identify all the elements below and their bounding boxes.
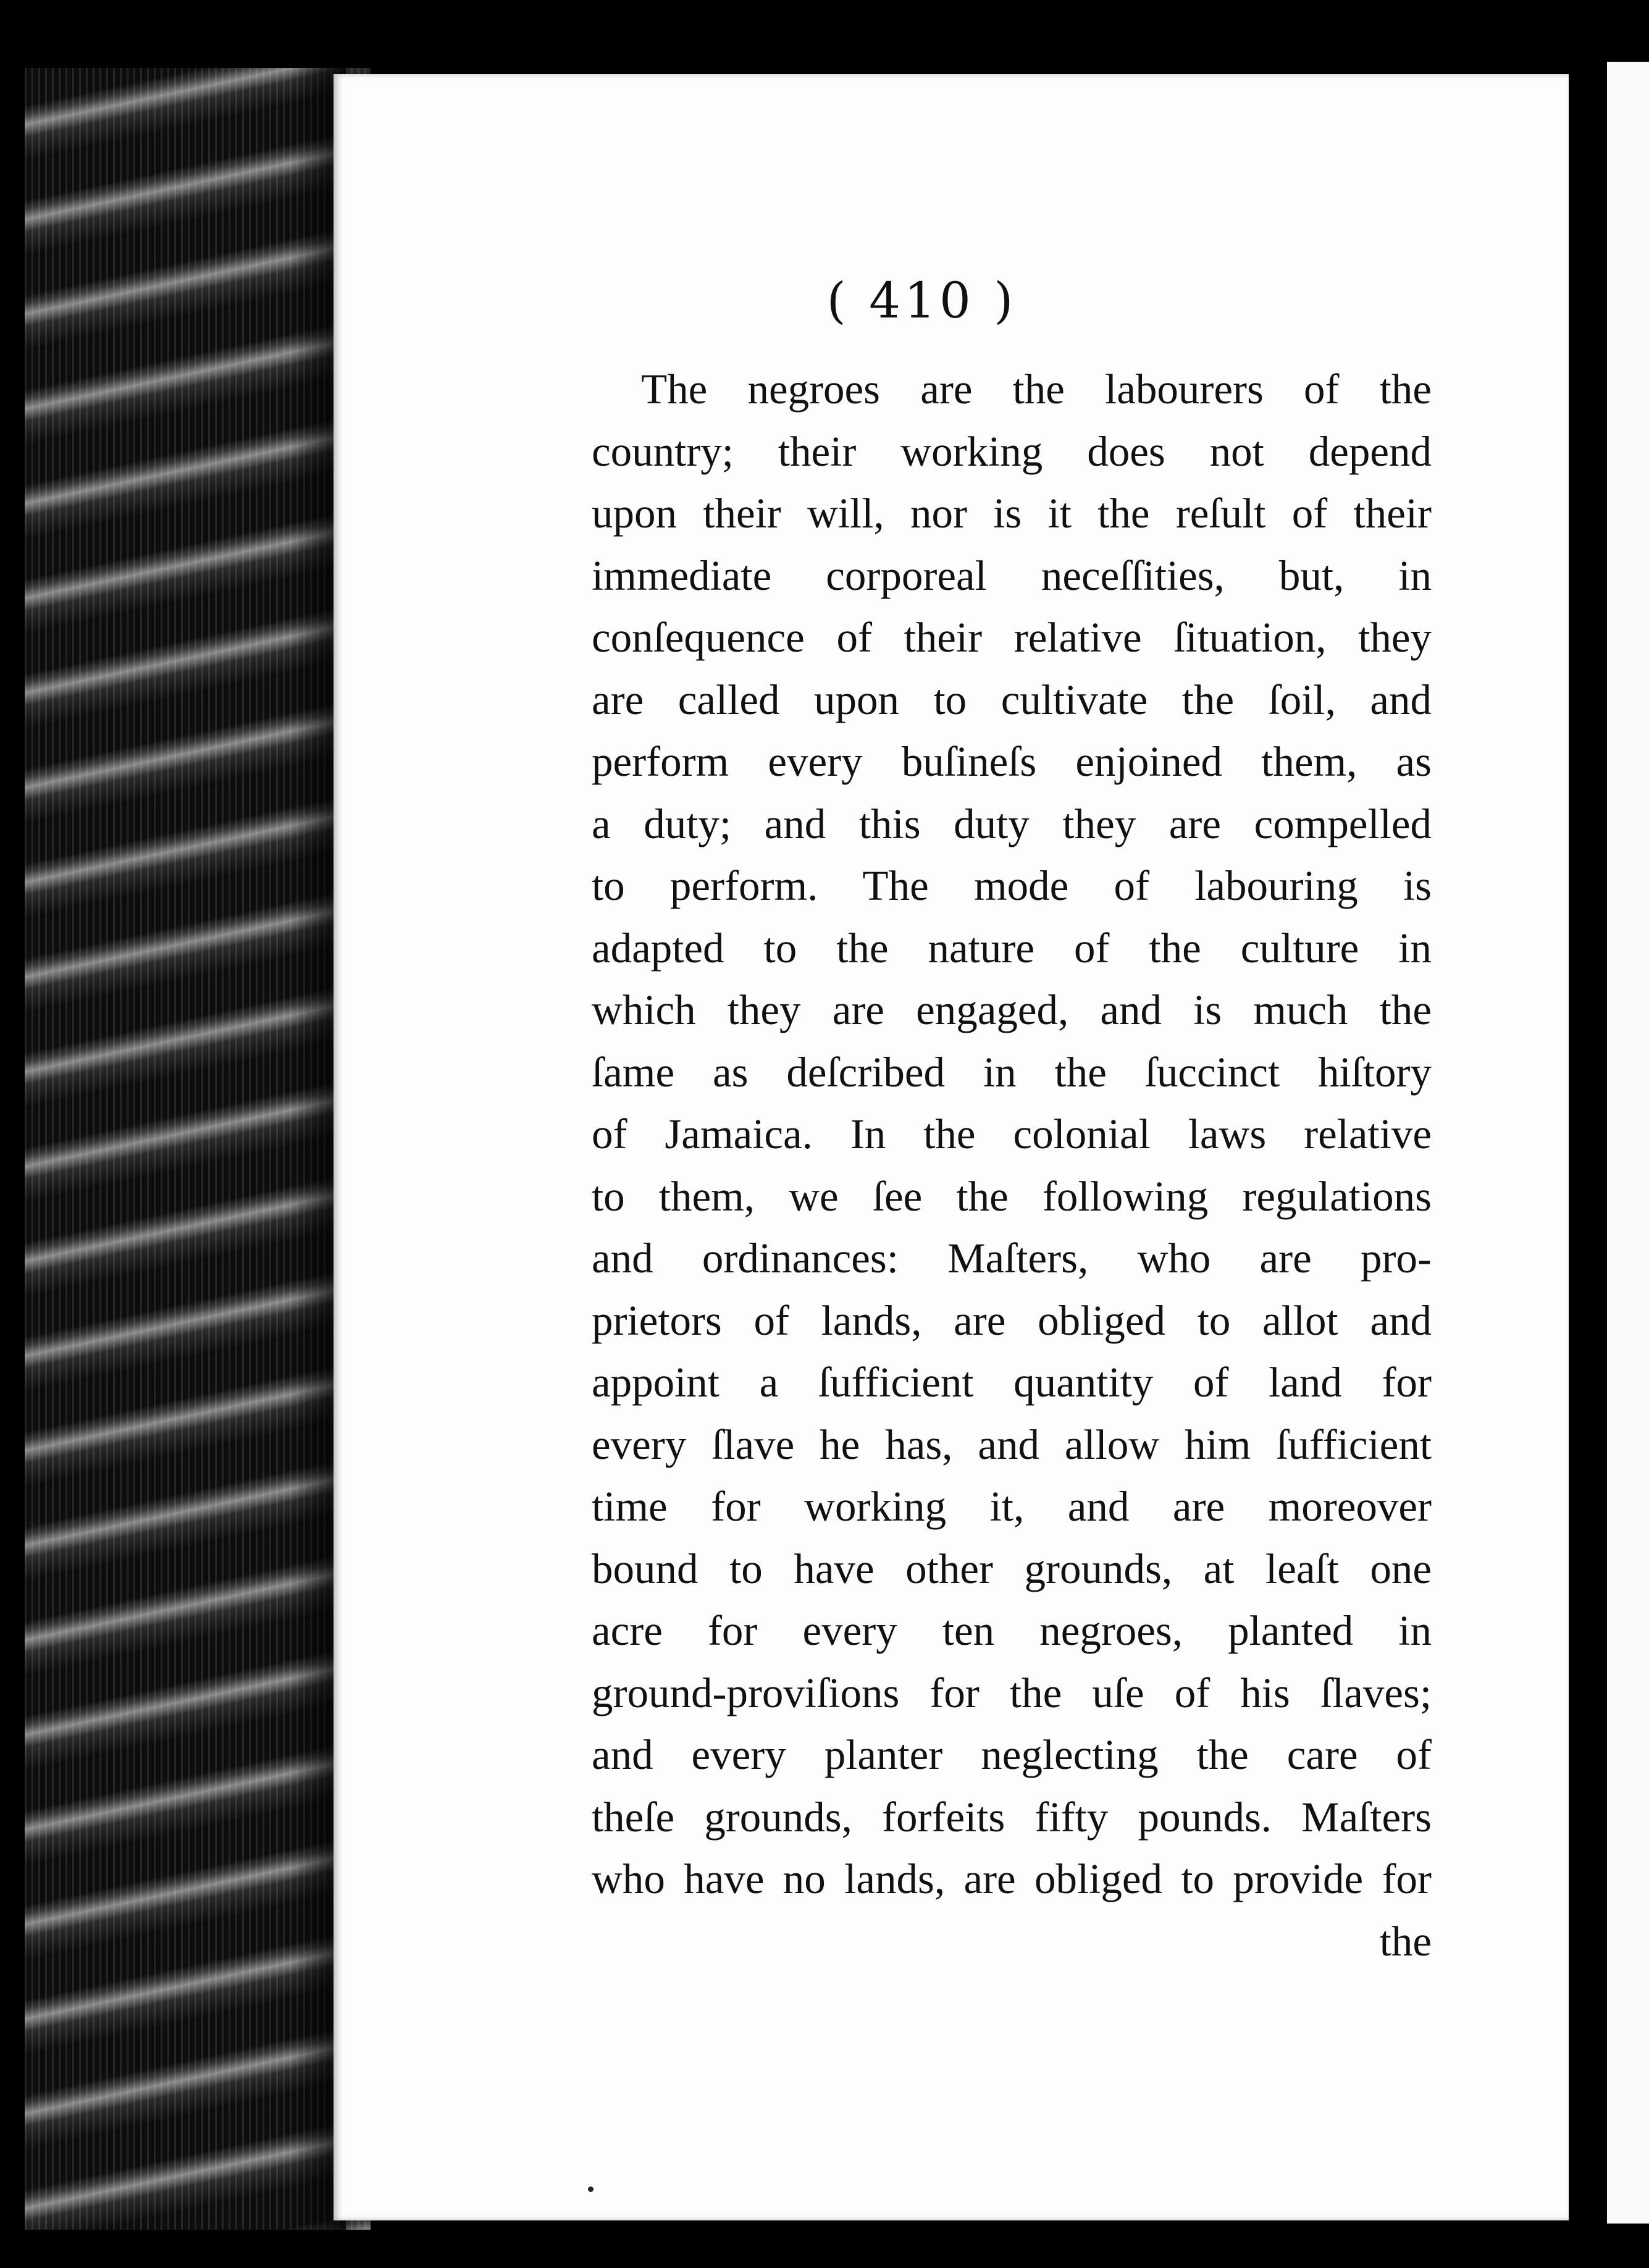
text-line: prietors of lands, are obliged to allot and bbox=[592, 1296, 1432, 1344]
text-line: conſequence of their relative ſituation, they bbox=[592, 614, 1432, 661]
catchword: the bbox=[1379, 1917, 1432, 1965]
text-line: immediate corporeal neceſſities, but, in bbox=[592, 552, 1432, 599]
text-line: to perform. The mode of labouring is bbox=[592, 862, 1432, 909]
text-line: of Jamaica. In the colonial laws relative bbox=[592, 1111, 1432, 1157]
text-line: to them, we ſee the following regulations bbox=[592, 1172, 1432, 1220]
text-line: a duty; and this duty they are compelled bbox=[592, 800, 1432, 847]
text-line: appoint a ſufficient quantity of land for bbox=[592, 1359, 1432, 1406]
body-text bbox=[592, 358, 1432, 1972]
text-line: are called upon to cultivate the ſoil, and bbox=[592, 676, 1432, 723]
text-line: country; their working does not depend bbox=[592, 427, 1432, 475]
ink-speck bbox=[588, 2186, 594, 2192]
text-line: which they are engaged, and is much the bbox=[592, 986, 1432, 1033]
book-page bbox=[334, 74, 1569, 2220]
page-number: ( 410 ) bbox=[826, 272, 1017, 329]
text-line: ſame as deſcribed in the ſuccinct hiſtory bbox=[592, 1048, 1432, 1096]
text-line: and ordinances: Maſters, who are pro- bbox=[592, 1235, 1432, 1282]
text-line: every ſlave he has, and allow him ſufficient bbox=[592, 1421, 1432, 1468]
text-line: and every planter neglecting the care of bbox=[592, 1731, 1432, 1778]
text-line: time for working it, and are moreover bbox=[592, 1483, 1432, 1530]
facing-page-edge bbox=[1598, 62, 1649, 2224]
text-line: acre for every ten negroes, planted in bbox=[592, 1607, 1432, 1654]
text-line: who have no lands, are obliged to provide for bbox=[592, 1855, 1432, 1902]
text-line: bound to have other grounds, at leaſt one bbox=[592, 1545, 1432, 1592]
text-line: perform every buſineſs enjoined them, as bbox=[592, 738, 1432, 785]
text-line: ground-proviſions for the uſe of his ſlaves; bbox=[592, 1669, 1432, 1716]
text-line: upon their will, nor is it the reſult of their bbox=[592, 490, 1432, 537]
text-line: theſe grounds, forfeits fifty pounds. Maſters bbox=[592, 1793, 1432, 1841]
text-line: The negroes are the labourers of the bbox=[641, 366, 1432, 413]
text-line: adapted to the nature of the culture in bbox=[592, 924, 1432, 972]
